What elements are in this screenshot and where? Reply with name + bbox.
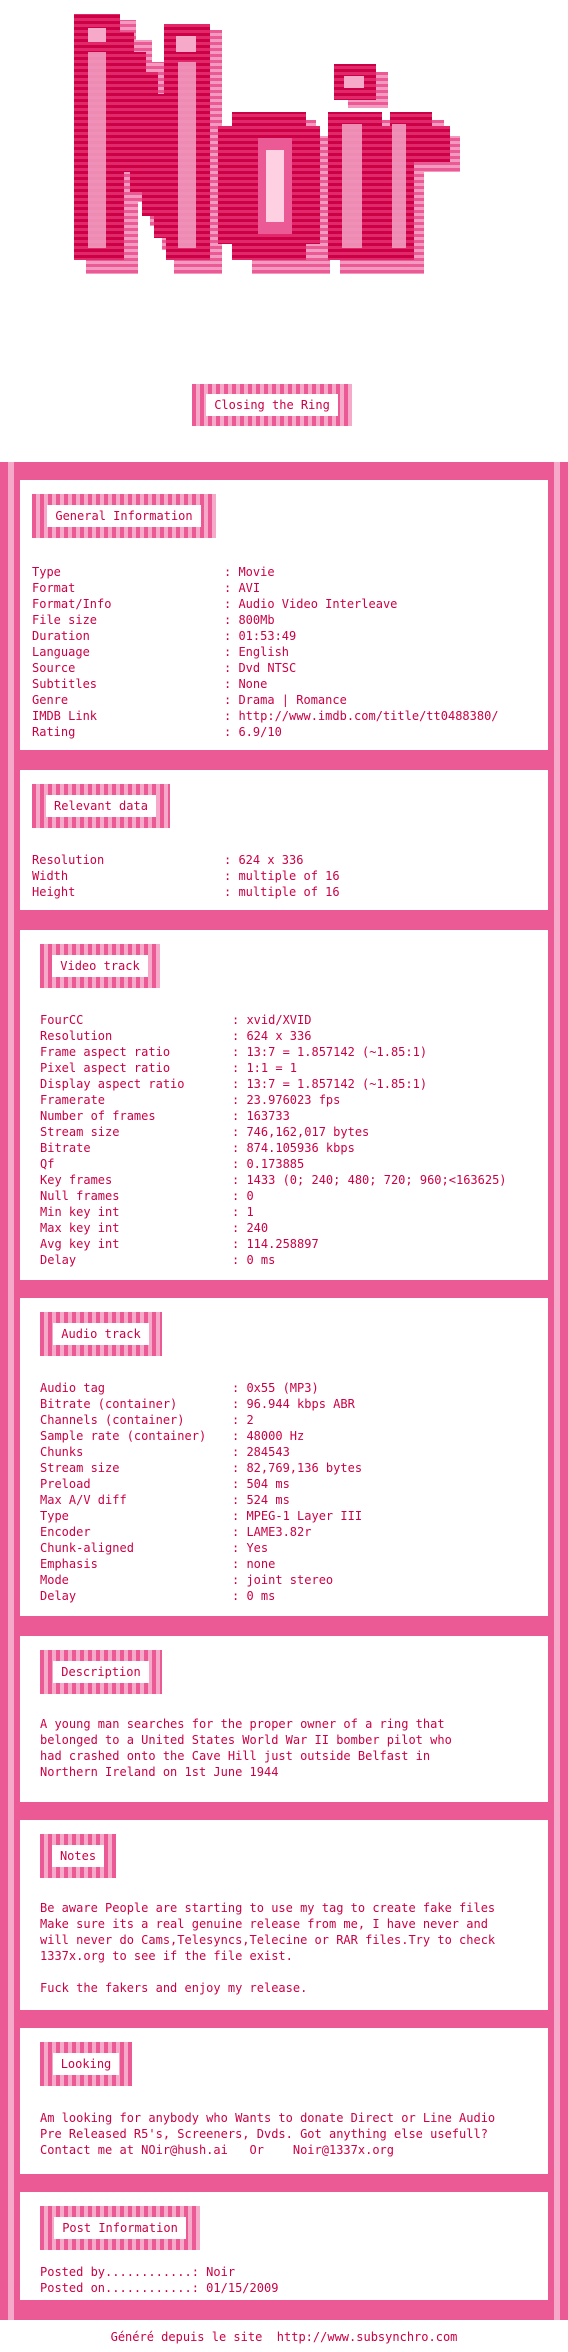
- info-row: [40, 1076, 507, 1092]
- info-value: : 01:53:49: [224, 629, 297, 643]
- info-row: [40, 1092, 507, 1108]
- info-value: : Dvd NTSC: [224, 661, 297, 675]
- info-value: : None: [224, 677, 268, 691]
- info-row: [40, 1108, 507, 1124]
- info-value: : AVI: [224, 581, 261, 595]
- info-value: : 96.944 kbps ABR: [232, 1397, 355, 1411]
- info-line: Posted by............: Noir: [40, 2265, 236, 2279]
- info-value: : joint stereo: [232, 1573, 334, 1587]
- info-value: : 23.976023 fps: [232, 1093, 341, 1107]
- info-key: Mode: [40, 1573, 69, 1587]
- info-value: : 0 ms: [232, 1253, 276, 1267]
- info-key: Stream size: [40, 1125, 120, 1139]
- info-value: : 624 x 336: [232, 1029, 312, 1043]
- info-key: Audio tag: [40, 1381, 106, 1395]
- info-row: [40, 1172, 507, 1188]
- info-row: [32, 692, 499, 708]
- info-value: : Audio Video Interleave: [224, 597, 398, 611]
- video-rows: [40, 1012, 507, 1268]
- info-key: Source: [32, 661, 76, 675]
- info-row: [32, 868, 340, 884]
- info-row: [40, 1188, 507, 1204]
- info-row: [40, 1204, 507, 1220]
- info-frame: [0, 462, 568, 2320]
- info-value: : LAME3.82r: [232, 1525, 312, 1539]
- section-badge-description: [40, 1650, 162, 1694]
- info-key: Duration: [32, 629, 90, 643]
- info-key: Subtitles: [32, 677, 98, 691]
- info-key: Min key int: [40, 1205, 120, 1219]
- section-badge-notes: [40, 1834, 116, 1878]
- info-key: Resolution: [40, 1029, 113, 1043]
- info-key: Frame aspect ratio: [40, 1045, 171, 1059]
- info-key: Max key int: [40, 1221, 120, 1235]
- info-row: [32, 660, 499, 676]
- section-title-audio: Audio track: [53, 1323, 148, 1345]
- info-value: : 504 ms: [232, 1477, 290, 1491]
- info-row: [32, 708, 499, 724]
- info-key: Type: [32, 565, 61, 579]
- footer-credit: Généré depuis le site http://www.subsynchro.com: [110, 2330, 458, 2344]
- info-row: [40, 2280, 278, 2296]
- info-row: [40, 1396, 362, 1412]
- info-key: Language: [32, 645, 90, 659]
- info-row: [40, 1508, 362, 1524]
- section-looking: [20, 2028, 548, 2174]
- info-key: IMDB Link: [32, 709, 98, 723]
- release-title-badge: [192, 384, 352, 426]
- info-value: : multiple of 16: [224, 869, 340, 883]
- info-value: : 13:7 = 1.857142 (~1.85:1): [232, 1077, 428, 1091]
- info-row: [32, 884, 340, 900]
- info-row: [40, 1428, 362, 1444]
- info-row: [32, 596, 499, 612]
- info-value: : none: [232, 1557, 276, 1571]
- info-key: Max A/V diff: [40, 1493, 127, 1507]
- info-row: [40, 1028, 507, 1044]
- info-row: [40, 1524, 362, 1540]
- info-value: : 624 x 336: [224, 853, 304, 867]
- section-title-post: Post Information: [54, 2217, 186, 2239]
- section-general: [20, 480, 548, 750]
- info-value: : 524 ms: [232, 1493, 290, 1507]
- section-title-video: Video track: [52, 955, 147, 977]
- info-key: Height: [32, 885, 76, 899]
- info-value: : 0.173885: [232, 1157, 305, 1171]
- info-key: Pixel aspect ratio: [40, 1061, 171, 1075]
- info-value: : 0 ms: [232, 1589, 276, 1603]
- info-key: FourCC: [40, 1013, 84, 1027]
- info-row: [40, 1540, 362, 1556]
- info-value: : xvid/XVID: [232, 1013, 312, 1027]
- info-value: : 240: [232, 1221, 269, 1235]
- info-key: Delay: [40, 1589, 77, 1603]
- info-value: : 0x55 (MP3): [232, 1381, 319, 1395]
- info-value: : 874.105936 kbps: [232, 1141, 355, 1155]
- post-rows: [40, 2264, 278, 2296]
- section-notes: [20, 1820, 548, 2010]
- info-key: Width: [32, 869, 69, 883]
- info-key: Bitrate: [40, 1141, 91, 1155]
- section-title-general: General Information: [47, 505, 200, 527]
- noir-logo: [72, 12, 464, 328]
- section-badge-relevant: [32, 784, 170, 828]
- info-row: [32, 676, 499, 692]
- info-row: [32, 564, 499, 580]
- info-row: [40, 1492, 362, 1508]
- info-row: [40, 1252, 507, 1268]
- section-badge-video: [40, 944, 160, 988]
- info-key: Format: [32, 581, 76, 595]
- info-key: Format/Info: [32, 597, 112, 611]
- info-row: [32, 628, 499, 644]
- info-key: Avg key int: [40, 1237, 120, 1251]
- section-audio: [20, 1298, 548, 1616]
- info-key: Preload: [40, 1477, 91, 1491]
- info-key: Genre: [32, 693, 69, 707]
- info-row: [40, 1444, 362, 1460]
- info-key: Emphasis: [40, 1557, 98, 1571]
- info-value: : 746,162,017 bytes: [232, 1125, 370, 1139]
- info-row: [40, 1140, 507, 1156]
- info-key: Chunk-aligned: [40, 1541, 134, 1555]
- info-value: : Movie: [224, 565, 275, 579]
- info-value: : 1: [232, 1205, 254, 1219]
- info-line: Posted on............: 01/15/2009: [40, 2281, 279, 2295]
- info-key: Qf: [40, 1157, 55, 1171]
- info-row: [40, 1380, 362, 1396]
- info-row: [40, 1044, 507, 1060]
- info-row: [40, 1556, 362, 1572]
- info-row: [40, 1156, 507, 1172]
- info-row: [32, 724, 499, 740]
- info-value: : 800Mb: [224, 613, 275, 627]
- info-row: [32, 580, 499, 596]
- info-value: : multiple of 16: [224, 885, 340, 899]
- info-row: [40, 1124, 507, 1140]
- notes-text: Be aware People are starting to use my tag to create fake files Make sure its a real genuine release from me, I have never and will never do Cams,Telesyncs,Telecine or RAR files.Try to check 1337x.org to see if the file exist. Fuck the fakers and enjoy my release.: [40, 1901, 496, 1995]
- info-value: : 1:1 = 1: [232, 1061, 298, 1075]
- general-rows: [32, 564, 499, 740]
- info-row: [32, 612, 499, 628]
- section-badge-audio: [40, 1312, 162, 1356]
- info-row: [40, 1572, 362, 1588]
- info-value: : Yes: [232, 1541, 269, 1555]
- info-row: [40, 1412, 362, 1428]
- info-key: Encoder: [40, 1525, 91, 1539]
- info-value: : 82,769,136 bytes: [232, 1461, 363, 1475]
- info-row: [40, 1476, 362, 1492]
- section-video: [20, 930, 548, 1280]
- section-post: [20, 2192, 548, 2300]
- section-badge-post: [40, 2206, 200, 2250]
- info-key: Stream size: [40, 1461, 120, 1475]
- section-description: [20, 1636, 548, 1802]
- info-key: Delay: [40, 1253, 77, 1267]
- section-title-looking: Looking: [53, 2053, 120, 2075]
- info-value: : 2: [232, 1413, 254, 1427]
- info-row: [40, 1460, 362, 1476]
- info-key: Channels (container): [40, 1413, 185, 1427]
- info-value: : Drama | Romance: [224, 693, 347, 707]
- info-row: [40, 1012, 507, 1028]
- info-row: [32, 644, 499, 660]
- info-value: : 284543: [232, 1445, 290, 1459]
- info-key: Display aspect ratio: [40, 1077, 185, 1091]
- info-row: [40, 1220, 507, 1236]
- info-key: File size: [32, 613, 98, 627]
- section-title-relevant: Relevant data: [46, 795, 156, 817]
- info-value: : 163733: [232, 1109, 290, 1123]
- info-key: Resolution: [32, 853, 105, 867]
- section-relevant: [20, 770, 548, 910]
- description-text: A young man searches for the proper owner of a ring that belonged to a United States World War II bomber pilot who had crashed onto the Cave Hill just outside Belfast in Northern Ireland on 1st June 1944: [40, 1717, 452, 1779]
- info-key: Sample rate (container): [40, 1429, 207, 1443]
- looking-text: Am looking for anybody who Wants to donate Direct or Line Audio Pre Released R5's, Screeners, Dvds. Got anything else usefull? Contact me at NOir@hush.ai Or Noir@1337x.org: [40, 2111, 496, 2157]
- info-key: Type: [40, 1509, 69, 1523]
- info-row: [40, 1236, 507, 1252]
- info-key: Key frames: [40, 1173, 113, 1187]
- info-key: Null frames: [40, 1189, 120, 1203]
- info-value: : English: [224, 645, 290, 659]
- info-key: Bitrate (container): [40, 1397, 178, 1411]
- info-key: Rating: [32, 725, 76, 739]
- info-key: Chunks: [40, 1445, 84, 1459]
- info-row: [40, 2264, 278, 2280]
- section-title-notes: Notes: [52, 1845, 104, 1867]
- info-value: : 6.9/10: [224, 725, 282, 739]
- info-value[interactable]: : http://www.imdb.com/title/tt0488380/: [224, 709, 499, 723]
- section-title-description: Description: [53, 1661, 148, 1683]
- info-row: [32, 852, 340, 868]
- info-row: [40, 1588, 362, 1604]
- info-value: : 114.258897: [232, 1237, 319, 1251]
- audio-rows: [40, 1380, 362, 1604]
- info-row: [40, 1060, 507, 1076]
- info-value: : 13:7 = 1.857142 (~1.85:1): [232, 1045, 428, 1059]
- section-badge-looking: [40, 2042, 132, 2086]
- info-value: : MPEG-1 Layer III: [232, 1509, 363, 1523]
- info-key: Framerate: [40, 1093, 106, 1107]
- info-value: : 1433 (0; 240; 480; 720; 960;<163625): [232, 1173, 507, 1187]
- release-title: Closing the Ring: [206, 394, 338, 416]
- section-badge-general: [32, 494, 216, 538]
- info-key: Number of frames: [40, 1109, 156, 1123]
- relevant-rows: [32, 852, 340, 900]
- info-value: : 48000 Hz: [232, 1429, 305, 1443]
- info-value: : 0: [232, 1189, 254, 1203]
